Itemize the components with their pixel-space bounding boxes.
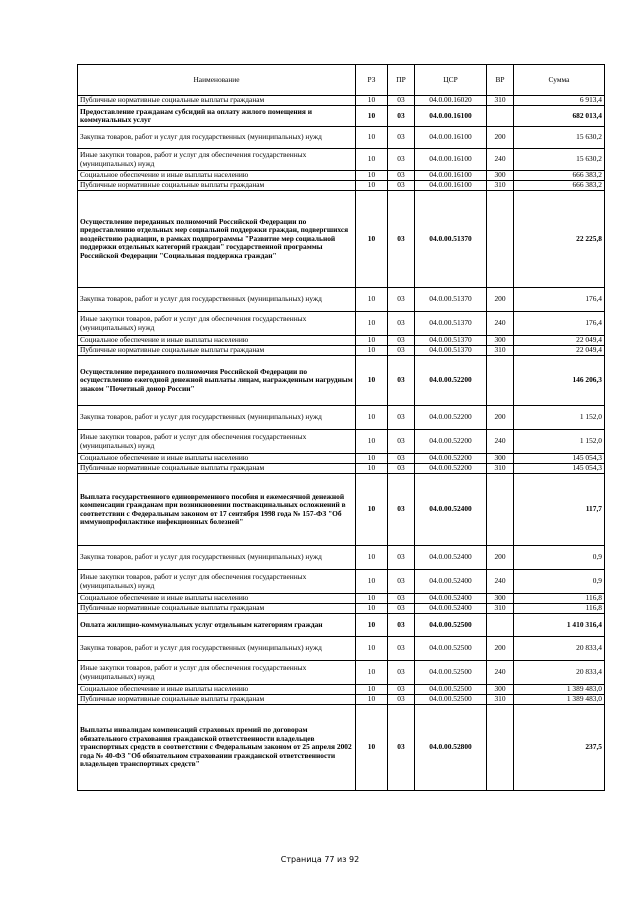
cell-rz: 10: [356, 685, 388, 695]
cell-rz: 10: [356, 312, 388, 336]
table-row: [78, 191, 605, 288]
cell-sum: 1 152,0: [514, 406, 605, 430]
cell-pr: 03: [388, 96, 415, 106]
cell-pr: 03: [388, 430, 415, 454]
cell-sum: 22 049,4: [514, 336, 605, 346]
cell-name: Иные закупки товаров, работ и услуг для обеспечения государственных (муниципальных) нужд: [78, 430, 356, 454]
cell-rz: 10: [356, 661, 388, 685]
cell-sum: 0,9: [514, 570, 605, 594]
cell-vr: 200: [487, 127, 514, 149]
cell-name: Предоставление гражданам субсидий на оплату жилого помещения и коммунальных услуг: [78, 106, 356, 127]
cell-vr: 200: [487, 288, 514, 312]
cell-rz: 10: [356, 356, 388, 406]
cell-pr: 03: [388, 604, 415, 614]
cell-name: Социальное обеспечение и иные выплаты населению: [78, 336, 356, 346]
cell-vr: [487, 614, 514, 637]
cell-sum: 146 206,3: [514, 356, 605, 406]
cell-vr: 300: [487, 171, 514, 181]
budget-table: [77, 64, 605, 791]
cell-vr: 200: [487, 546, 514, 570]
cell-name: Осуществление переданных полномочий Российской Федерации по предоставлению отдельных мер социальной поддержки граждан, подвергшихся воздействию радиации, в рамках подпрограммы "Развитие мер социальной поддержки отдельных категорий граждан" государственной программы Российской Федерации "Социальная поддержка граждан": [78, 191, 356, 288]
cell-sum: 1 152,0: [514, 430, 605, 454]
cell-csr: 04.0.00.16100: [415, 149, 487, 171]
cell-rz: 10: [356, 181, 388, 191]
cell-csr: 04.0.00.52400: [415, 546, 487, 570]
cell-pr: 03: [388, 594, 415, 604]
cell-rz: 10: [356, 171, 388, 181]
cell-rz: 10: [356, 474, 388, 546]
cell-csr: 04.0.00.52800: [415, 705, 487, 791]
table-row: [78, 106, 605, 127]
cell-rz: 10: [356, 705, 388, 791]
cell-name: Публичные нормативные социальные выплаты гражданам: [78, 604, 356, 614]
cell-csr: 04.0.00.52200: [415, 430, 487, 454]
cell-name: Социальное обеспечение и иные выплаты населению: [78, 454, 356, 464]
cell-pr: 03: [388, 546, 415, 570]
cell-csr: 04.0.00.16100: [415, 171, 487, 181]
table-row: [78, 356, 605, 406]
cell-vr: [487, 191, 514, 288]
cell-name: Публичные нормативные социальные выплаты гражданам: [78, 181, 356, 191]
cell-name: Закупка товаров, работ и услуг для государственных (муниципальных) нужд: [78, 127, 356, 149]
cell-vr: [487, 705, 514, 791]
cell-name: Закупка товаров, работ и услуг для государственных (муниципальных) нужд: [78, 546, 356, 570]
cell-sum: 20 833,4: [514, 637, 605, 661]
cell-sum: 237,5: [514, 705, 605, 791]
header-sum: Сумма: [514, 65, 605, 96]
cell-pr: 03: [388, 661, 415, 685]
cell-vr: 240: [487, 149, 514, 171]
table-row: [78, 464, 605, 474]
cell-vr: 240: [487, 312, 514, 336]
cell-name: Публичные нормативные социальные выплаты гражданам: [78, 695, 356, 705]
cell-sum: 145 054,3: [514, 454, 605, 464]
table-header-row: [78, 65, 605, 96]
cell-pr: 03: [388, 685, 415, 695]
table-body: [78, 96, 605, 791]
cell-sum: 682 013,4: [514, 106, 605, 127]
cell-pr: 03: [388, 454, 415, 464]
cell-sum: 176,4: [514, 288, 605, 312]
cell-pr: 03: [388, 106, 415, 127]
cell-vr: 240: [487, 430, 514, 454]
cell-csr: 04.0.00.52200: [415, 454, 487, 464]
cell-pr: 03: [388, 127, 415, 149]
cell-pr: 03: [388, 406, 415, 430]
header-csr: ЦСР: [415, 65, 487, 96]
cell-vr: 300: [487, 336, 514, 346]
table-row: [78, 406, 605, 430]
cell-sum: 20 833,4: [514, 661, 605, 685]
cell-csr: 04.0.00.52500: [415, 661, 487, 685]
cell-name: Выплаты инвалидам компенсаций страховых премий по договорам обязательного страхования гражданской ответственности владельцев транспортных средств в соответствии с Федеральным законом от 25 апреля 2002 года № 40-ФЗ "Об обязательном страховании гражданской ответственности владельцев транспортных средств": [78, 705, 356, 791]
cell-sum: 116,8: [514, 594, 605, 604]
table-row: [78, 181, 605, 191]
cell-name: Иные закупки товаров, работ и услуг для обеспечения государственных (муниципальных) нужд: [78, 661, 356, 685]
table-row: [78, 127, 605, 149]
cell-rz: 10: [356, 546, 388, 570]
cell-sum: 176,4: [514, 312, 605, 336]
cell-csr: 04.0.00.16100: [415, 181, 487, 191]
cell-pr: 03: [388, 336, 415, 346]
cell-vr: 310: [487, 464, 514, 474]
cell-csr: 04.0.00.52500: [415, 695, 487, 705]
table-row: [78, 474, 605, 546]
table-row: [78, 604, 605, 614]
table-row: [78, 614, 605, 637]
cell-vr: 300: [487, 594, 514, 604]
cell-vr: 240: [487, 570, 514, 594]
cell-sum: 116,8: [514, 604, 605, 614]
cell-rz: 10: [356, 695, 388, 705]
cell-name: Иные закупки товаров, работ и услуг для обеспечения государственных (муниципальных) нужд: [78, 149, 356, 171]
cell-vr: 200: [487, 406, 514, 430]
cell-csr: 04.0.00.51370: [415, 336, 487, 346]
cell-rz: 10: [356, 594, 388, 604]
table-row: [78, 149, 605, 171]
cell-sum: 1 389 483,0: [514, 685, 605, 695]
cell-csr: 04.0.00.52200: [415, 406, 487, 430]
table-row: [78, 695, 605, 705]
cell-vr: 310: [487, 181, 514, 191]
cell-rz: 10: [356, 346, 388, 356]
header-vr: ВР: [487, 65, 514, 96]
cell-sum: 1 410 316,4: [514, 614, 605, 637]
table-row: [78, 454, 605, 464]
cell-csr: 04.0.00.52200: [415, 464, 487, 474]
cell-pr: 03: [388, 191, 415, 288]
page-number: Страница 77 из 92: [280, 855, 360, 864]
cell-csr: 04.0.00.52400: [415, 570, 487, 594]
cell-sum: 666 383,2: [514, 181, 605, 191]
cell-vr: 240: [487, 661, 514, 685]
cell-sum: 15 630,2: [514, 127, 605, 149]
table-row: [78, 661, 605, 685]
table-row: [78, 96, 605, 106]
cell-vr: 300: [487, 685, 514, 695]
cell-name: Иные закупки товаров, работ и услуг для обеспечения государственных (муниципальных) нужд: [78, 312, 356, 336]
cell-rz: 10: [356, 614, 388, 637]
cell-rz: 10: [356, 106, 388, 127]
cell-pr: 03: [388, 637, 415, 661]
cell-rz: 10: [356, 430, 388, 454]
cell-rz: 10: [356, 406, 388, 430]
cell-csr: 04.0.00.16020: [415, 96, 487, 106]
cell-rz: 10: [356, 191, 388, 288]
cell-csr: 04.0.00.52500: [415, 614, 487, 637]
cell-name: Закупка товаров, работ и услуг для государственных (муниципальных) нужд: [78, 637, 356, 661]
cell-pr: 03: [388, 171, 415, 181]
table-row: [78, 312, 605, 336]
cell-vr: 310: [487, 695, 514, 705]
table-row: [78, 546, 605, 570]
header-pr: ПР: [388, 65, 415, 96]
cell-pr: 03: [388, 705, 415, 791]
cell-pr: 03: [388, 149, 415, 171]
cell-vr: [487, 474, 514, 546]
cell-csr: 04.0.00.52500: [415, 685, 487, 695]
cell-csr: 04.0.00.51370: [415, 288, 487, 312]
cell-name: Закупка товаров, работ и услуг для государственных (муниципальных) нужд: [78, 288, 356, 312]
cell-name: Оплата жилищно-коммунальных услуг отдельным категориям граждан: [78, 614, 356, 637]
cell-pr: 03: [388, 312, 415, 336]
table-row: [78, 288, 605, 312]
table-row: [78, 685, 605, 695]
cell-rz: 10: [356, 149, 388, 171]
cell-rz: 10: [356, 288, 388, 312]
cell-name: Закупка товаров, работ и услуг для государственных (муниципальных) нужд: [78, 406, 356, 430]
cell-csr: 04.0.00.51370: [415, 312, 487, 336]
header-name: Наименование: [78, 65, 356, 96]
cell-csr: 04.0.00.52400: [415, 474, 487, 546]
cell-name: Иные закупки товаров, работ и услуг для обеспечения государственных (муниципальных) нужд: [78, 570, 356, 594]
header-rz: РЗ: [356, 65, 388, 96]
table-row: [78, 171, 605, 181]
cell-rz: 10: [356, 96, 388, 106]
cell-csr: 04.0.00.16100: [415, 106, 487, 127]
cell-pr: 03: [388, 288, 415, 312]
cell-csr: 04.0.00.51370: [415, 191, 487, 288]
cell-pr: 03: [388, 614, 415, 637]
cell-pr: 03: [388, 181, 415, 191]
cell-csr: 04.0.00.52400: [415, 604, 487, 614]
cell-csr: 04.0.00.52500: [415, 637, 487, 661]
cell-csr: 04.0.00.16100: [415, 127, 487, 149]
cell-sum: 15 630,2: [514, 149, 605, 171]
table-row: [78, 637, 605, 661]
cell-sum: 145 054,3: [514, 464, 605, 474]
cell-pr: 03: [388, 356, 415, 406]
cell-vr: [487, 356, 514, 406]
cell-vr: 310: [487, 346, 514, 356]
cell-rz: 10: [356, 127, 388, 149]
cell-rz: 10: [356, 637, 388, 661]
cell-pr: 03: [388, 474, 415, 546]
cell-name: Публичные нормативные социальные выплаты гражданам: [78, 346, 356, 356]
cell-sum: 6 913,4: [514, 96, 605, 106]
cell-pr: 03: [388, 464, 415, 474]
cell-csr: 04.0.00.52400: [415, 594, 487, 604]
cell-name: Социальное обеспечение и иные выплаты населению: [78, 685, 356, 695]
cell-sum: 1 389 483,0: [514, 695, 605, 705]
cell-vr: 300: [487, 454, 514, 464]
cell-sum: 22 225,8: [514, 191, 605, 288]
cell-vr: [487, 106, 514, 127]
cell-rz: 10: [356, 454, 388, 464]
cell-pr: 03: [388, 570, 415, 594]
cell-name: Социальное обеспечение и иные выплаты населению: [78, 171, 356, 181]
cell-sum: 0,9: [514, 546, 605, 570]
cell-pr: 03: [388, 695, 415, 705]
cell-name: Публичные нормативные социальные выплаты гражданам: [78, 96, 356, 106]
table-row: [78, 336, 605, 346]
cell-vr: 310: [487, 604, 514, 614]
table-row: [78, 705, 605, 791]
cell-name: Социальное обеспечение и иные выплаты населению: [78, 594, 356, 604]
cell-sum: 666 383,2: [514, 171, 605, 181]
table-row: [78, 430, 605, 454]
cell-rz: 10: [356, 604, 388, 614]
cell-sum: 117,7: [514, 474, 605, 546]
table-row: [78, 570, 605, 594]
cell-rz: 10: [356, 336, 388, 346]
table-row: [78, 594, 605, 604]
cell-sum: 22 049,4: [514, 346, 605, 356]
table-row: [78, 346, 605, 356]
cell-name: Публичные нормативные социальные выплаты гражданам: [78, 464, 356, 474]
cell-name: Осуществление переданного полномочия Российской Федерации по осуществлению ежегодной денежной выплаты лицам, награжденным нагрудным знаком "Почетный донор России": [78, 356, 356, 406]
cell-csr: 04.0.00.52200: [415, 356, 487, 406]
cell-rz: 10: [356, 570, 388, 594]
cell-rz: 10: [356, 464, 388, 474]
cell-vr: 200: [487, 637, 514, 661]
cell-pr: 03: [388, 346, 415, 356]
cell-vr: 310: [487, 96, 514, 106]
cell-csr: 04.0.00.51370: [415, 346, 487, 356]
cell-name: Выплата государственного единовременного пособия и ежемесячной денежной компенсации гражданам при возникновении поствакцинальных осложнений в соответствии с Федеральным законом от 17 сентября 1998 года № 157-ФЗ "Об иммунопрофилактике инфекционных болезней": [78, 474, 356, 546]
